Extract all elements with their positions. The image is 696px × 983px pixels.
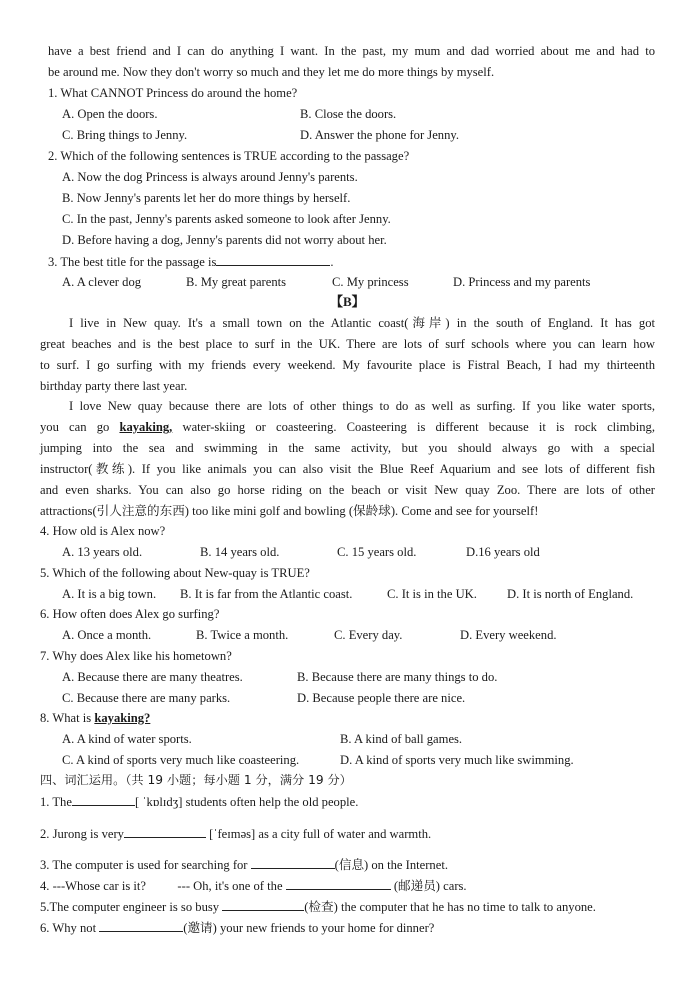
q6-option-c[interactable]: C. Every day. — [334, 628, 403, 642]
passage-b-line: I love New quay because there are lots of other things to do as well as surfing. If you like water sports, — [69, 399, 655, 413]
vocab-item-4 — [40, 877, 467, 894]
q8-option-a[interactable]: A. A kind of water sports. — [62, 732, 192, 746]
passage-a-line: have a best friend and I can do anything I want. In the past, my mum and dad worried about me and had to — [48, 44, 655, 58]
q7-option-c[interactable]: C. Because there are many parks. — [62, 691, 231, 705]
passage-a-line: be around me. Now they don't worry so much and they let me do more things by myself. — [48, 65, 495, 79]
q5-option-a[interactable]: A. It is a big town. — [62, 587, 157, 601]
vocab-text: (邀请) your new friends to your home for dinner? — [183, 921, 435, 935]
passage-b-line: attractions(引人注意的东西) too like mini golf and bowling (保龄球). Come and see for yourself! — [40, 504, 539, 518]
question-5-stem: 5. Which of the following about New-quay is TRUE? — [40, 566, 310, 580]
vocab-4-blank[interactable] — [286, 877, 391, 890]
q2-option-b[interactable]: B. Now Jenny's parents let her do more things by herself. — [62, 191, 351, 205]
passage-b-line: jumping into the sea and swimming in the same activity, but you should always go with a special — [40, 441, 655, 455]
vocab-text: [ ˈkɒlɪdʒ] students often help the old people. — [134, 795, 359, 809]
q3-option-d[interactable]: D. Princess and my parents — [453, 275, 591, 289]
vocab-text: 3. The computer is used for searching for — [40, 858, 251, 872]
vocab-text: (邮递员) cars. — [390, 879, 467, 893]
question-8-stem — [40, 710, 150, 726]
q6-option-b[interactable]: B. Twice a month. — [196, 628, 289, 642]
q7-option-a[interactable]: A. Because there are many theatres. — [62, 670, 243, 684]
q3-stem-text: 3. The best title for the passage is — [48, 255, 217, 269]
q3-answer-blank[interactable] — [216, 253, 330, 266]
q3-option-b[interactable]: B. My great parents — [186, 275, 287, 289]
passage-b-line: great beaches and is the best place to surf in the UK. There are lots of surf schools where you can learn how — [40, 337, 655, 351]
passage-b-line: birthday party there last year. — [40, 379, 188, 393]
q4-option-a[interactable]: A. 13 years old. — [62, 545, 143, 559]
q1-option-a[interactable]: A. Open the doors. — [62, 107, 158, 121]
q6-option-d[interactable]: D. Every weekend. — [460, 628, 557, 642]
vocab-6-blank[interactable] — [99, 919, 183, 932]
q1-option-d[interactable]: D. Answer the phone for Jenny. — [300, 128, 460, 142]
q7-option-d[interactable]: D. Because people there are nice. — [297, 691, 466, 705]
vocab-text: 6. Why not — [40, 921, 100, 935]
vocab-5-blank[interactable] — [222, 898, 304, 911]
q3-option-c[interactable]: C. My princess — [332, 275, 409, 289]
vocab-text: 2. Jurong is very — [40, 827, 124, 841]
question-7-stem: 7. Why does Alex like his hometown? — [40, 649, 232, 663]
q7-option-b[interactable]: B. Because there are many things to do. — [297, 670, 498, 684]
vocab-text: 1. The — [40, 795, 72, 809]
q6-option-a[interactable]: A. Once a month. — [62, 628, 152, 642]
vocab-1-blank[interactable] — [72, 793, 135, 806]
question-1-stem: 1. What CANNOT Princess do around the home? — [48, 86, 298, 100]
vocab-item-3 — [40, 856, 448, 873]
vocab-text: 4. ---Whose car is it? --- Oh, it's one of the — [40, 879, 286, 893]
passage-b-line: to surf. I go surfing with my friends every weekend. My favourite place is Fistral Beach, I had my thirteenth — [40, 358, 655, 372]
vocab-item-2 — [40, 825, 431, 842]
q2-option-d[interactable]: D. Before having a dog, Jenny's parents did not worry about her. — [62, 233, 387, 247]
question-6-stem: 6. How often does Alex go surfing? — [40, 607, 220, 621]
q2-option-c[interactable]: C. In the past, Jenny's parents asked someone to look after Jenny. — [62, 212, 391, 226]
vocab-text: (检查) the computer that he has no time to talk to anyone. — [304, 900, 596, 914]
q5-option-d[interactable]: D. It is north of England. — [507, 587, 634, 601]
passage-b-line — [40, 419, 655, 435]
q1-option-b[interactable]: B. Close the doors. — [300, 107, 397, 121]
vocab-item-5 — [40, 898, 596, 915]
q4-option-b[interactable]: B. 14 years old. — [200, 545, 280, 559]
vocab-item-6 — [40, 919, 434, 936]
q1-option-c[interactable]: C. Bring things to Jenny. — [62, 128, 188, 142]
vocab-text: [ˈfeɪməs] as a city full of water and warmth. — [205, 827, 432, 841]
vocab-text: 5.The computer engineer is so busy — [40, 900, 223, 914]
q4-option-c[interactable]: C. 15 years old. — [337, 545, 417, 559]
question-2-stem: 2. Which of the following sentences is TRUE according to the passage? — [48, 149, 410, 163]
q4-option-d[interactable]: D.16 years old — [466, 545, 540, 559]
passage-b-line: and even sharks. You can also go horse riding on the beach or visit New quay Zoo. There are lots of other — [40, 483, 655, 497]
q8-option-d[interactable]: D. A kind of sports very much like swimming. — [340, 753, 574, 767]
q5-option-c[interactable]: C. It is in the UK. — [387, 587, 477, 601]
kayaking-keyword: kayaking? — [94, 711, 151, 725]
section-4-heading: 四、词汇运用。（共 19 小题；每小题 1 分，满分 19 分） — [40, 773, 352, 787]
q2-option-a[interactable]: A. Now the dog Princess is always around Jenny's parents. — [62, 170, 358, 184]
passage-b-line: instructor(教练). If you like animals you can also visit the Blue Reef Aquarium and see lots of different fish — [40, 462, 655, 476]
vocab-item-1 — [40, 793, 358, 810]
passage-text: you can go — [40, 420, 120, 434]
passage-text: water-skiing or coasteering. Coasteering is different because it is rock climbing, — [172, 420, 655, 434]
q8-option-c[interactable]: C. A kind of sports very much like coasteering. — [62, 753, 300, 767]
q3-option-a[interactable]: A. A clever dog — [62, 275, 142, 289]
vocab-2-blank[interactable] — [124, 825, 206, 838]
vocab-3-blank[interactable] — [251, 856, 335, 869]
question-4-stem: 4. How old is Alex now? — [40, 524, 166, 538]
passage-b-line: I live in New quay. It's a small town on the Atlantic coast(海岸) in the south of England. It has got — [69, 316, 655, 330]
q8-stem-text: 8. What is — [40, 711, 95, 725]
question-3-stem: 3. The best title for the passage is . — [48, 255, 334, 269]
q8-option-b[interactable]: B. A kind of ball games. — [340, 732, 463, 746]
q5-option-b[interactable]: B. It is far from the Atlantic coast. — [180, 587, 353, 601]
kayaking-keyword: kayaking, — [119, 420, 173, 434]
vocab-text: (信息) on the Internet. — [334, 858, 448, 872]
section-b-heading: 【B】 — [330, 294, 365, 309]
